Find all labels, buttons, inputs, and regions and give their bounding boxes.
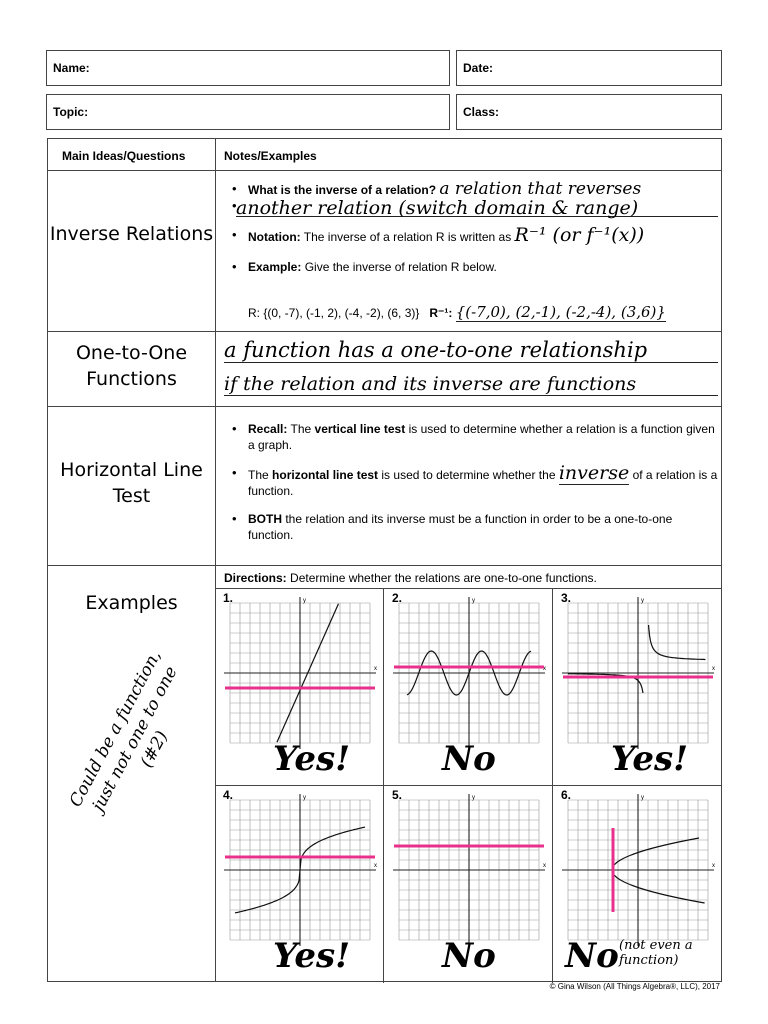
recall-bullet: • Recall: The vertical line test is used to determine whether a relation is a function given a graph. xyxy=(228,421,718,453)
row-inverse-relations xyxy=(48,170,721,332)
relation-r: R: {(0, -7), (-1, 2), (-4, -2), (6, 3)} R⁻¹: {(-7,0), (2,-1), (-2,-4), (3,6)} xyxy=(248,303,666,321)
example-number: 4. xyxy=(223,788,234,802)
verdict-note: (not even a function) xyxy=(619,938,693,968)
copyright: © Gina Wilson (All Things Algebra®, LLC), 2017 xyxy=(549,982,720,991)
verdict-text: Yes! xyxy=(611,739,689,779)
row-examples xyxy=(48,565,721,982)
y-axis-label: y xyxy=(472,598,475,604)
verdict-text: No xyxy=(442,936,496,976)
row-horizontal-line-test xyxy=(48,406,721,566)
verdict-text: Yes! xyxy=(273,936,351,976)
topic-one-to-one: One-to-One Functions xyxy=(75,342,188,390)
x-axis-label: x xyxy=(374,863,377,869)
example-number: 3. xyxy=(561,591,572,605)
directions: Directions: Determine whether the relations are one-to-one functions. xyxy=(224,571,597,585)
examples-side-note: Could be a function, just not one to one (#2) xyxy=(65,646,182,815)
date-label: Date: xyxy=(463,61,494,75)
example-cell-2 xyxy=(384,589,553,786)
y-axis-label: y xyxy=(472,795,475,801)
x-axis-label: x xyxy=(712,863,715,869)
y-axis-label: y xyxy=(303,795,306,801)
notes-table xyxy=(47,138,722,982)
col-main-ideas: Main Ideas/Questions xyxy=(62,149,186,163)
notation-bullet: • Notation: The inverse of a relation R is written as R⁻¹ (or f⁻¹(x)) xyxy=(228,227,718,245)
example-number: 6. xyxy=(561,788,572,802)
col-notes: Notes/Examples xyxy=(224,149,317,163)
inverse-question: • What is the inverse of a relation? a relation that reverses xyxy=(228,181,718,198)
y-axis-label: y xyxy=(641,795,644,801)
name-field[interactable] xyxy=(46,50,450,86)
topic-inverse-relations: Inverse Relations xyxy=(49,223,214,245)
x-axis-label: x xyxy=(543,863,546,869)
example-cell-4 xyxy=(215,786,384,983)
verdict-text: No xyxy=(565,936,619,976)
example-bullet: • Example: Give the inverse of relation R below. xyxy=(228,259,718,275)
example-number: 2. xyxy=(392,591,403,605)
date-field[interactable] xyxy=(456,50,722,86)
example-cell-3 xyxy=(553,589,722,786)
topic-horizontal-line-test: Horizontal Line Test xyxy=(60,459,203,507)
horizontal-test-bullet: • The horizontal line test is used to determine whether the inverse of a relation is a function. xyxy=(228,465,718,499)
one-to-one-line1: a function has a one-to-one relationship xyxy=(224,338,718,363)
example-number: 5. xyxy=(392,788,403,802)
x-axis-label: x xyxy=(374,666,377,672)
inverse-answer-line2: • another relation (switch domain & range) xyxy=(228,198,718,217)
x-axis-label: x xyxy=(712,666,715,672)
class-label: Class: xyxy=(463,105,500,119)
one-to-one-line2: if the relation and its inverse are functions xyxy=(224,373,718,396)
example-cell-1 xyxy=(215,589,384,786)
row-one-to-one xyxy=(48,331,721,407)
topic-examples: Examples xyxy=(85,592,178,614)
verdict-text: Yes! xyxy=(273,739,351,779)
topic-field[interactable] xyxy=(46,94,450,130)
example-cell-6 xyxy=(553,786,722,983)
examples-grid xyxy=(215,588,722,983)
topic-label: Topic: xyxy=(53,105,89,119)
class-field[interactable] xyxy=(456,94,722,130)
verdict-text: No xyxy=(442,739,496,779)
example-cell-5 xyxy=(384,786,553,983)
y-axis-label: y xyxy=(303,598,306,604)
example-number: 1. xyxy=(223,591,234,605)
y-axis-label: y xyxy=(641,598,644,604)
both-bullet: • BOTH the relation and its inverse must be a function in order to be a one-to-one function. xyxy=(228,511,718,543)
x-axis-label: x xyxy=(543,666,546,672)
name-label: Name: xyxy=(53,61,90,75)
